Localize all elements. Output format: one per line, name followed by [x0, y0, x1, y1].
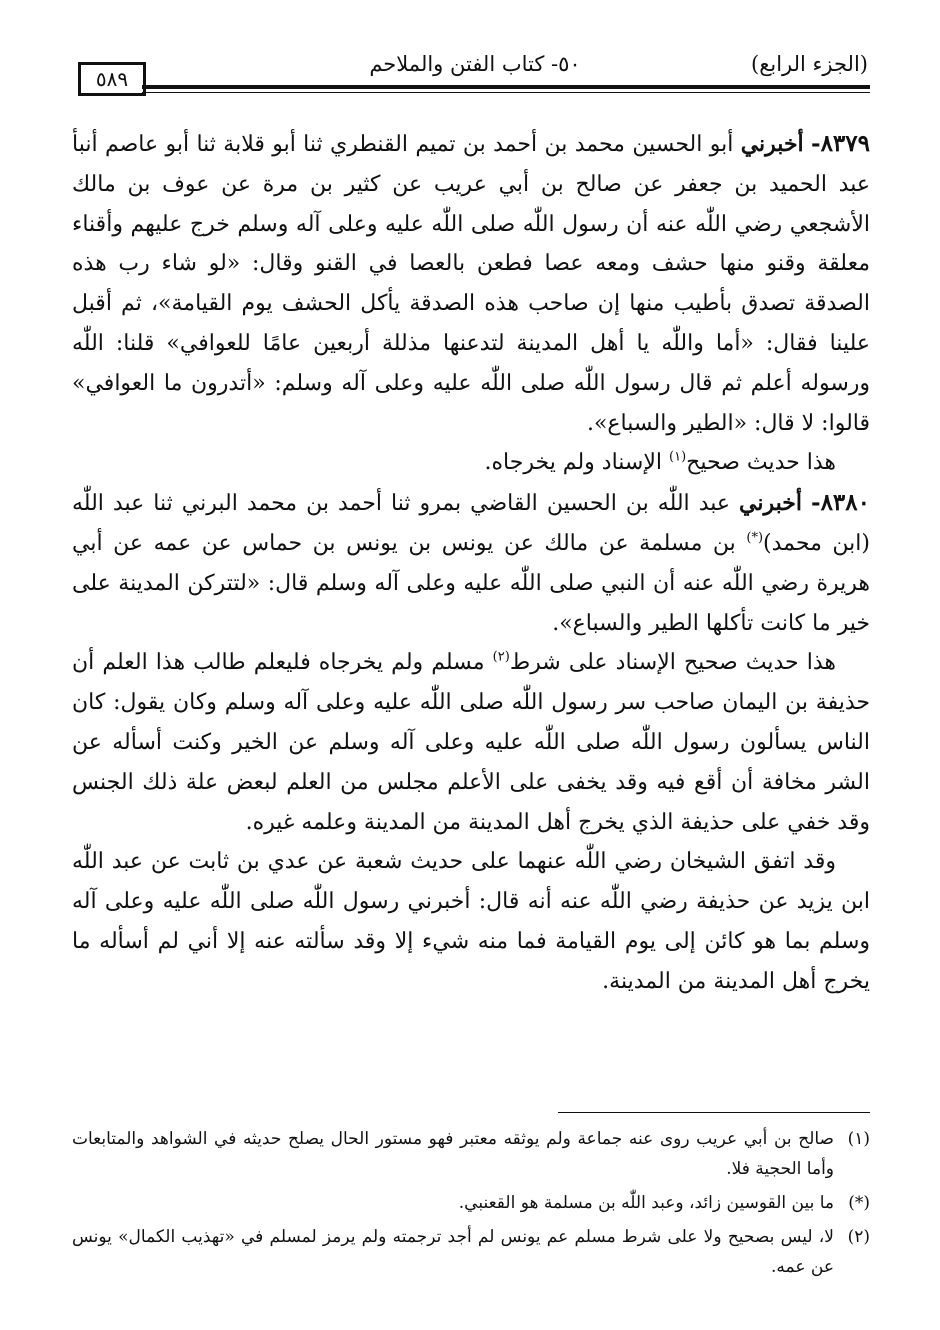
- footnotes: [72, 1124, 870, 1286]
- grading-text: هذا حديث صحيح: [686, 450, 836, 476]
- hadith-number: ٨٣٨٠-: [811, 489, 870, 517]
- header-rule-thick: [142, 85, 870, 89]
- hadith-text: عبد اللّٰه بن الحسين القاضي بمرو ثنا أحمد بن محمد البرني ثنا عبد اللّٰه (ابن محمد): [72, 491, 870, 556]
- grading-text: هذا حديث صحيح الإسناد على شرط: [509, 650, 836, 676]
- closing-paragraph: وقد اتفق الشيخان رضي اللّٰه عنهما على حديث شعبة عن عدي بن ثابت عن عبد اللّٰه ابن يزيد عن حذيفة رضي اللّٰه عنه أنه قال: أخبرني رسول اللّٰه صلى اللّٰه عليه وعلى آله وسلم بما هو كائن إلى يوم القيامة فما منه شيء إلا وقد سألته عنه إلا أني لم أسأله ما يخرج أهل المدينة من المدينة.: [72, 849, 870, 994]
- volume-label: (الجزء الرابع): [751, 52, 868, 76]
- grading-paragraph-2: [72, 643, 870, 842]
- footnote-text: لا، ليس بصحيح ولا على شرط مسلم عم يونس لم أجد ترجمته ولم يرمز لمسلم في «تهذيب الكمال» يونس عن عمه.: [72, 1227, 834, 1277]
- footnote-text: ما بين القوسين زائد، وعبد اللّٰه بن مسلمة هو القعنبي.: [458, 1193, 834, 1213]
- page-header: [70, 48, 870, 98]
- footnote-marker: (١): [847, 1129, 870, 1149]
- footnote-star: [72, 1188, 870, 1218]
- footnote-marker: (*): [848, 1193, 870, 1213]
- hadith-lead-word: أخبرني: [739, 490, 802, 517]
- footnote-ref: (٢): [492, 650, 510, 666]
- hadith-text: أبو الحسين محمد بن أحمد بن تميم القنطري ثنا أبو قلابة ثنا أبو عاصم أنبأ عبد الحميد بن جعفر عن صالح بن أبي عريب عن كثير بن مرة عن عوف بن مالك الأشجعي رضي اللّٰه عنه أن رسول اللّٰه صلى اللّٰه عليه وعلى آله وسلم خرج عليهم وأقناء معلقة وقنو منها حشف ومعه عصا فطعن بالعصا في القنو وقال: «لو شاء رب هذه الصدقة تصدق بأطيب منها إن صاحب هذه الصدقة يأكل الحشف يوم القيامة»، ثم أقبل علينا فقال: «أما واللّٰه يا أهل المدينة لتدعنها مذللة أربعين عامًا للعوافي» قلنا: اللّٰه ورسوله أعلم ثم قال رسول اللّٰه صلى اللّٰه عليه وعلى آله وسلم: «أتدرون ما العوافي» قالوا: لا قال: «الطير والسباع».: [72, 132, 870, 436]
- footnote-ref: (١): [669, 450, 687, 466]
- page-number: ٥٨٩: [78, 62, 146, 96]
- footnote-text: صالح بن أبي عريب روى عنه جماعة ولم يوثقه معتبر فهو مستور الحال يصلح حديثه في الشواهد والمتابعات وأما الحجية فلا.: [72, 1129, 834, 1179]
- hadith-text: بن مسلمة عن مالك عن يونس بن يونس بن حماس عن عمه عن أبي هريرة رضي اللّٰه عنه أن النبي صلى اللّٰه عليه وعلى آله وسلم قال: «لتتركن المدينة على خير ما كانت تأكلها الطير والسباع».: [72, 530, 870, 636]
- footnote-marker: (٢): [847, 1227, 870, 1247]
- footnote-separator: [558, 1112, 870, 1113]
- hadith-number: ٨٣٧٩-: [811, 130, 870, 157]
- grading-text: مسلم ولم يخرجاه فليعلم طالب هذا العلم أن حذيفة بن اليمان صاحب سر رسول اللّٰه صلى اللّٰه عليه وعلى آله وسلم وكان يقول: كان الناس يسألون رسول اللّٰه صلى اللّٰه عليه وعلى آله وسلم عن الخير وكنت أسأله عن الشر مخافة أن أقع فيه وقد يخفى على الأعلم مجلس من العلم لبعض علة ذلك الجنس وقد خفي على حذيفة الذي يخرج أهل المدينة من المدينة وعلمه غيره.: [72, 650, 870, 835]
- footnote-ref: (*): [746, 530, 764, 546]
- footnote-1: [72, 1124, 870, 1184]
- main-text: [72, 124, 870, 1002]
- header-rule-thin: [142, 92, 870, 93]
- grading-paragraph-1: [72, 443, 870, 483]
- footnote-2: [72, 1222, 870, 1282]
- hadith-8379: [72, 124, 870, 443]
- grading-text: الإسناد ولم يخرجاه.: [484, 450, 663, 476]
- hadith-8380: [72, 483, 870, 643]
- running-title: ٥٠- كتاب الفتن والملاحم: [369, 52, 581, 76]
- hadith-lead-word: أخبرني: [740, 131, 804, 157]
